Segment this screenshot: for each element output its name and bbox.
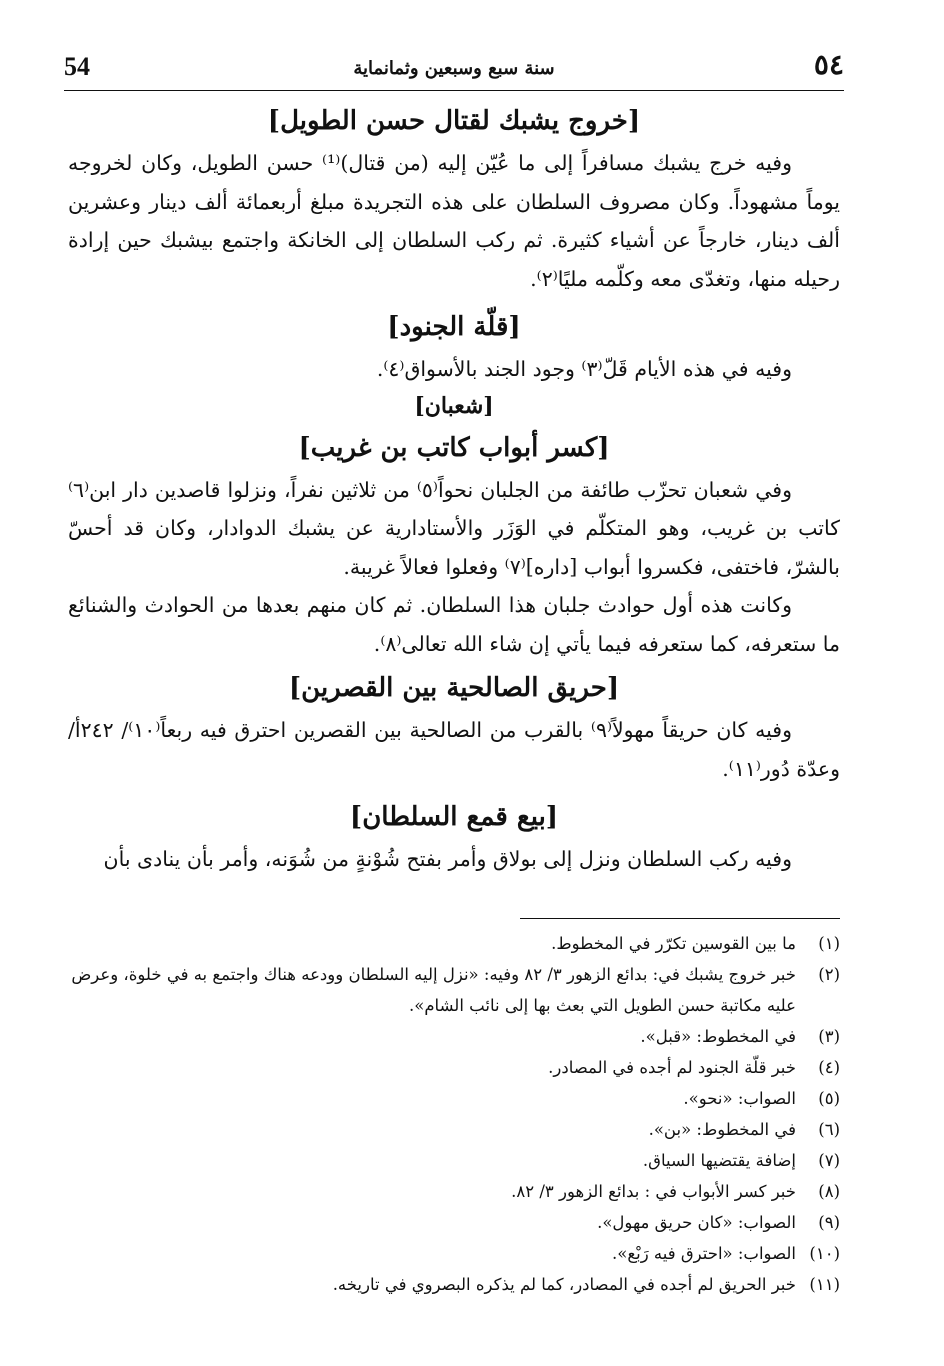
footnote [70,928,840,959]
paragraph: وفيه كان حريقاً مهولاً⁽٩⁾ بالقرب من الصالحية بين القصرين احترق فيه ربعاً⁽١٠⁾/ ٢٤٢أ/ وعدّة دُور⁽١١⁾. [68,718,840,781]
section-heading: [خروج يشبك لقتال حسن الطويل] [267,106,641,136]
footnote [70,1114,840,1145]
footnote-number: (٥) [818,1089,840,1108]
paragraph: وكانت هذه أول حوادث جلبان هذا السلطان. ثم كان منهم بعدها من الحوادث والشنائع ما ستعرفه، كما ستعرفه فيما يأتي إن شاء الله تعالى⁽٨⁾. [68,593,840,656]
page-header [64,48,844,88]
footnote-text: خبر الحريق لم أجده في المصادر، كما لم يذكره البصروي في تاريخه. [332,1275,796,1294]
footnote-text: خبر خروج يشبك في: بدائع الزهور ٣/ ٨٢ وفيه: «نزل إليه السلطان وودعه هناك واجتمع به في خلوة، وعرض عليه مكاتبة حسن الطويل التي بعث بها إلى نائب الشام». [71,965,796,1015]
footnote-text: الصواب: «نحو». [683,1089,796,1108]
header-rule [64,90,844,91]
footnote-number: (٤) [818,1058,840,1077]
footnote-number: (٣) [818,1027,840,1046]
footnote-text: خبر كسر الأبواب في : بدائع الزهور ٣/ ٨٢. [511,1182,796,1201]
footnote [70,1269,840,1300]
main-text [68,96,840,879]
footnote [70,1207,840,1238]
footnote-number: (١) [818,934,840,953]
footnote-number: (٢) [818,965,840,984]
paragraph: وفيه في هذه الأيام قَلّ⁽٣⁾ وجود الجند بالأسواق⁽٤⁾. [376,357,792,381]
section-heading: [قلّة الجنود] [387,312,521,342]
footnote-number: (٩) [818,1213,840,1232]
footnote-text: خبر قلّة الجنود لم أجده في المصادر. [548,1058,796,1077]
page-number-arabic: ٥٤ [813,48,844,81]
footnote-number: (٧) [818,1151,840,1170]
footnote-number: (٦) [818,1120,840,1139]
footnote-text: إضافة يقتضيها السياق. [642,1151,796,1170]
footnote [70,1238,840,1269]
section-heading: [كسر أبواب كاتب بن غريب] [298,432,610,463]
footnote [70,959,840,1021]
footnote-number: (١٠) [809,1244,840,1263]
paragraph: وفيه ركب السلطان ونزل إلى بولاق وأمر بفتح شُوْنةٍ من شُوَنه، وأمر بأن ينادى بأن [103,847,792,871]
footnote-text: في المخطوط: «قبل». [640,1027,796,1046]
footnote-rule [520,918,840,919]
footnote-number: (١١) [809,1275,840,1294]
footnote [70,1021,840,1052]
footnote-text: ما بين القوسين تكرّر في المخطوط. [551,934,796,953]
footnote [70,1176,840,1207]
footnote [70,1083,840,1114]
footnote-text: الصواب: «احترق فيه رَبْع». [611,1244,796,1263]
running-title: سنة سبع وسبعين وثمانماية [353,58,555,79]
footnote-text: في المخطوط: «بن». [648,1120,796,1139]
paragraph: وفيه خرج يشبك مسافراً إلى ما عُيّن إليه (من قتال)⁽¹⁾ حسن الطويل، وكان لخروجه يوماً مشهوداً. وكان مصروف السلطان على هذه التجريدة مبلغ أربعمائة ألف دينار وعشرين ألف دينار، خارجاً عن أشياء كثيرة. ثم ركب السلطان إلى الخانكة واجتمع بيشبك حين إرادة رحيله منها، وتغدّى معه وكلّمه مليًا⁽٢⁾. [68,151,840,291]
footnote [70,1052,840,1083]
section-heading: [بيع قمع السلطان] [349,802,559,832]
month-heading: [شعبان] [414,392,494,419]
footnotes [70,928,840,1300]
page-number-latin: 54 [64,52,90,81]
paragraph: وفي شعبان تحزّب طائفة من الجلبان نحواً⁽٥⁾ من ثلاثين نفراً، ونزلوا قاصدين دار ابن⁽٦⁾ كاتب بن غريب، وهو المتكلّم في الوَزَر والأستادارية عن يشبك الدوادار، وكان قد أحسّ بالشرّ، فاختفى، فكسروا أبواب [داره]⁽٧⁾ وفعلوا فعالاً غريبة. [68,477,840,579]
footnote [70,1145,840,1176]
footnote-number: (٨) [818,1182,840,1201]
section-heading: [حريق الصالحية بين القصرين] [288,673,620,703]
footnote-text: الصواب: «كان حريق مهول». [597,1213,796,1232]
